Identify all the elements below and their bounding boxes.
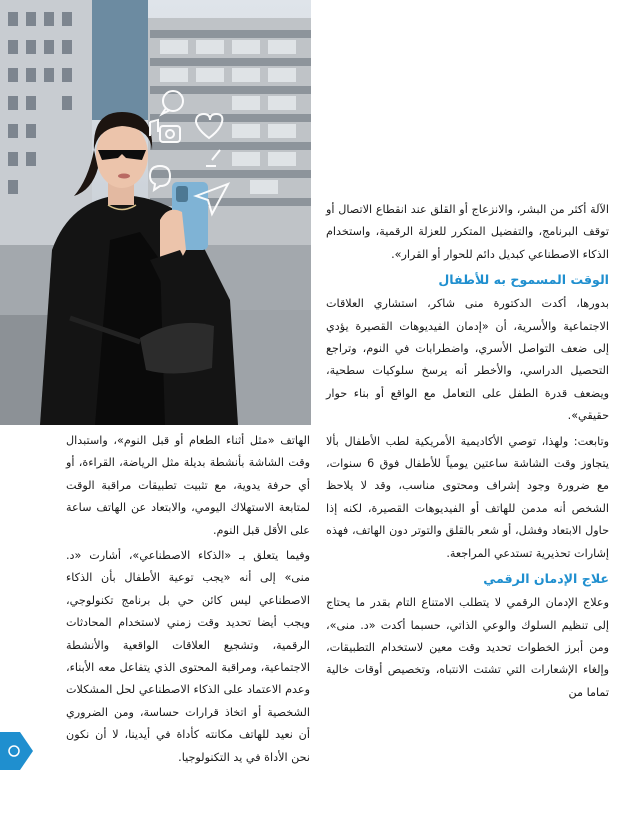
- paragraph-intro: الآلة أكثر من البشر، والانزعاج أو القلق عند انقطاع الاتصال أو توقف البرنامج، والتفضيل المتكرر للعزلة الرقمية، واستخدام الذكاء الاصطناعي كبديل دائم للحوار أو القرار».: [326, 203, 609, 261]
- paragraph-ai: وفيما يتعلق بـ «الذكاء الاصطناعي»، أشارت «د. منى» إلى أنه «يجب توعية الأطفال بأن الذكاء الاصطناعي ليس كائن حي بل برنامج تكنولوجي، ويجب أيضا تحديد وقت زمني لاستخدام المحادثات الرقمية، وتشجيع العلاقات الواقعية والأنشطة الاجتماعية، ومراقبة المحتوى الذي يتفاعل معه الأبناء، وعدم الاعتماد على الذكاء الاصطناعي لحل المشكلات الشخصية أو اتخاذ قرارات حساسة، ومن الضروري أن نعيد للهاتف مكانته كأداة في أيدينا، لا أن نكون نحن الأداة في يد التكنولوجيا.: [66, 549, 310, 764]
- article-column-left: [66, 430, 310, 772]
- heading-digital-addiction-treatment: علاج الإدمان الرقمي: [483, 571, 609, 587]
- paragraph-time-1: بدورها، أكدت الدكتورة منى شاكر، استشاري العلاقات الاجتماعية والأسرية، أن «إدمان الفيديوهات القصيرة يؤدي إلى ضعف التواصل الأسري، واضطرابات في النوم، وتراجع التحصيل الدراسي، والأخطر أنه يرسخ سلوكيات سطحية، ويضعف قدرة الطفل على التعامل مع الواقع أو بناء حوار حقيقي».: [326, 297, 609, 423]
- page-number-tab: [0, 732, 33, 770]
- page-number: [9, 745, 19, 755]
- paragraph-continuation: الهاتف «مثل أثناء الطعام أو قبل النوم»، واستبدال وقت الشاشة بأنشطة بديلة مثل الرياضة، القراءة، أو أي حرفة يدوية، مع تثبيت تطبيقات مراقبة الوقت لمتابعة الاستهلاك اليومي، والابتعاد عن الهاتف ساعة على الأقل قبل النوم.: [66, 434, 310, 537]
- paragraph-time-2: وتابعت: ولهذا، توصي الأكاديمية الأمريكية لطب الأطفال بألا يتجاوز وقت الشاشة ساعتين يومياً للأطفال فوق 6 سنوات، مع ضرورة وجود إشراف ومحتوى مناسب، وقد لا يلاحظ الشخص أنه مدمن للهاتف أو الفيديوهات القصيرة، لكنه إذا حاول الابتعاد وفشل، أو شعر بالقلق والتوتر دون الهاتف، فهذه إشارات تحذيرية تستدعي المراجعة.: [326, 434, 609, 560]
- paragraph-treatment: وعلاج الإدمان الرقمي لا يتطلب الامتناع التام بقدر ما يحتاج إلى تنظيم السلوك والوعي الذاتي، حسبما أكدت «د. منى»، ومن أبرز الخطوات تحديد وقت معين لاستخدام التطبيقات، وإلغاء الإشعارات التي تشتت الانتباه، وتخصيص أوقات خالية تماما من: [326, 596, 609, 699]
- selfie-illustration: [0, 0, 311, 425]
- article-photo: [0, 0, 311, 425]
- heading-allowed-time: الوقت المسموح به للأطفال: [438, 272, 609, 288]
- article-column-right: [326, 199, 609, 707]
